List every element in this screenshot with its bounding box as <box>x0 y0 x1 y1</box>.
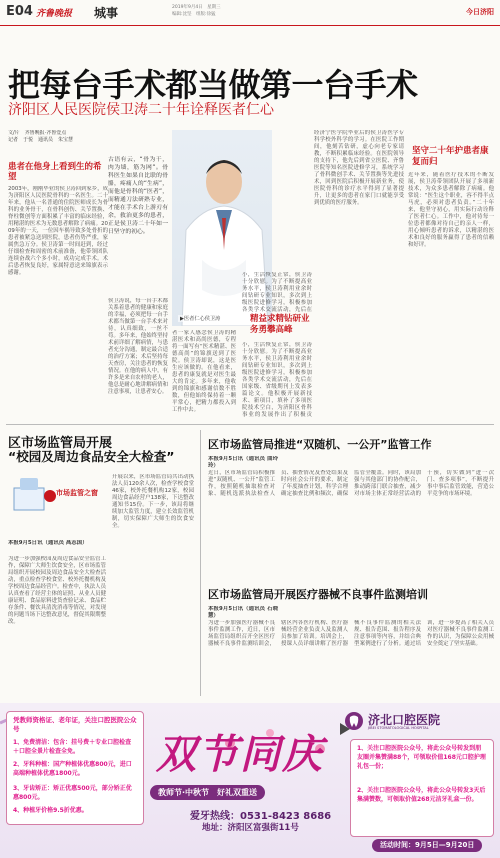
ad-right-panel <box>350 739 494 837</box>
section4-title: 区市场监管局开展医疗器械不良事件监测培训 <box>208 588 428 601</box>
ad-left-item-3: 3、牙齿矫正：矫正优惠500元，部分矫正优惠800元。 <box>13 785 132 801</box>
market-logo-icon <box>12 474 58 514</box>
quote-text: 古语有云，“骨为干，肉为墙，筋为网”。骨科医生如果自比联的骨骼，疼痛人的“生病”，而他是骨科的“医者”，而精通刀法研熟专业，才能在手术台上游刃有余，救治更多的患者，正是侯卫涛二十年如一日坚守的初心。 <box>108 157 168 235</box>
section3-body: 近日，区市场监管局积极推进“双随机、一公开”监管工作，按照随机抽取检查对象、随机选派执法检查人员、抽查情况及查处结果及时向社会公开的要求，制定了年度抽查计划，科学合理确定抽查比例和频次，确保监管全覆盖。同时，该局加强与其他部门的协作配合，推动跨部门联合抽查，减少对市场主体正常经营活动的干预，切实做到“进一次门、查多项事”，不断提升事中事后监管效能，营造公平竞争的市场环境。 <box>208 470 494 497</box>
page-header <box>0 0 500 26</box>
ad-left-item-2: 2、牙科种植：国产种植体优惠800元，进口高端种植体优惠1800元。 <box>13 761 132 777</box>
ad-left-item-1: 1、免费清洁：包含：挂号费＋专业口腔检查＋口腔全景片检查全免。 <box>13 739 132 755</box>
header-rule <box>0 25 500 26</box>
ad-main-title: 双节同庆 <box>156 732 324 778</box>
hospital-name: 济北口腔医院 <box>368 713 441 727</box>
article-column-2: 侯卫涛说，每一台手术都关系着患者的健康和家庭的幸福，必须把每一台手术都当做第一台手术来对待，认真细致，一丝不苟。多年来，他始终坚持术前详细了解病情，与患者充分沟通，制定最合适的治疗方案；术后坚持每天查房，关注患者的恢复情况。在他的病人中，有许多是来自农村的老人，他总是耐心地讲解病情和注意事项，让患者安心。 <box>108 298 168 395</box>
section4-body: 为进一步加强医疗器械不良事件监测工作，近日，区市场监管局组织召开全区医疗器械不良事件监测培训会，辖区内各医疗机构、医疗器械经营企业负责人及监测人员参加了培训。培训会上，授课人员详细讲解了医疗器械不良事件监测的相关法规、报告范围、报告程序及注意事项等内容，并结合典型案例进行了分析。通过培训，进一步提高了相关人员对医疗器械不良事件监测工作的认识，为保障公众用械安全奠定了坚实基础。 <box>208 620 494 647</box>
ad-right-item-2: 2、关注口腔医院公众号，将此公众号转发3天后集满赞数，可领取价值268元洁牙礼盒一份。 <box>357 787 486 803</box>
clinic-advertisement <box>0 703 500 858</box>
market-logo-text: 市场监管之窗 <box>56 489 98 497</box>
ad-right-item-1: 1、关注口腔医院公众号，将此公众号转发到朋友圈并集赞满88个，可领取价值168元口腔护理礼包一份； <box>357 745 486 770</box>
edition-name: 今日济阳 <box>466 8 494 16</box>
article-column-4a: 小，生活恢复正常，侯卫涛十分欣慰。为了不断提高业务水平，侯卫涛利用业余时间钻研专业知识，多次到上级医院进修学习，积极参加各类学术交流活动，先后在 <box>242 272 312 312</box>
section3-title: 区市场监管局推进“双随机、一公开”监管工作 <box>208 438 432 451</box>
issue-date: 2019年9月4日 星期三 <box>172 5 221 10</box>
hospital-logo <box>344 711 494 733</box>
ad-hotline: 爱牙热线：0531-8423 8686 <box>190 811 332 822</box>
article-column-5: 经济宁医学院毕业后的侯卫涛医学专科学校外科学的学习。在医院工作期间，他刻苦钻研，虚心向老专家请教，不断积累临床经验。在医院领导的支持下，他先后到省立医院、齐鲁医院等知名医院进修学习，系统学习了骨科微创手术、关节置换等先进技术，回到医院后积极开展新业务，使医院骨科的诊疗水平得到了显著提升，让更多的患者在家门口就能享受到优质的医疗服务。 <box>314 130 404 206</box>
subhead-persist: 坚守二十年护患者康复而归 <box>412 146 489 167</box>
byline: 文/片 齐鲁晚报·齐鲁壹点 记者 于悦 通讯员 朱宝慧 <box>8 130 74 143</box>
tooth-logo-icon <box>344 711 364 731</box>
market-window-logo <box>12 474 112 514</box>
photo-caption: ▶医者仁心侯卫涛 <box>180 316 221 322</box>
ad-tagline: 教师节·中秋节 好礼双重送 <box>150 785 265 800</box>
section2-title-line2: “校园及周边食品安全大检查” <box>8 449 175 464</box>
section2-body-2: 开展以来，区市场监管局共出动执法人员120余人次，检查学校食堂46家，校外托餐机构12家，校园周边食品经营户138家，下达整改通知书15份。下一步，该局将继续加大监管力度，建立长效监管机制，切实保障广大师生的饮食安全。 <box>112 474 194 529</box>
paper-logo: 齐鲁晚报 <box>36 9 73 19</box>
article-column-4b: 小，生活恢复正常，侯卫涛十分欣慰。为了不断提高业务水平，侯卫涛利用业余时间钻研专业知识，多次到上级医院进修学习，积极参加各类学术交流活动，先后在国家级、省级期刊上发表多篇论文。他积极开展新技术、新项目，填补了多项医院技术空白，为济阳区骨科事业的发展作出了积极贡 <box>242 342 312 418</box>
ad-dates: 活动时间：9月5日—9月20日 <box>372 839 482 852</box>
section-name: 城事 <box>94 6 119 20</box>
column-divider <box>200 430 201 696</box>
subhead-research: 精益求精钻研业务勇攀高峰 <box>250 314 310 335</box>
subhead-patient: 患者在他身上看到生的希望 <box>8 162 102 182</box>
headline: 把每台手术都当做第一台手术 <box>8 66 418 104</box>
section2-lead: 本报9月5日讯（通讯员 高志国） <box>8 540 88 546</box>
section3-lead: 本报9月5日讯（通讯员 曲玲玲） <box>208 456 278 469</box>
article-column-1: 2003年，刚刚毕业的侯卫涛回到家乡，成为济阳区人民医院骨科的一名医生。二十年来，他从一名普通的住院医师成长为骨科的业务骨干，在骨科创伤、关节置换、脊柱微创等方面积累了丰富的临床经验，用精湛的医术为无数患者解除了病痛。2009年的一天，一位因车祸导致多处骨折的患者被紧急送到医院，患者伤势严重，家属焦急万分。侯卫涛第一时间赶到，经过仔细检查和周密的术前准备，他带领团队连续奋战六个多小时，成功完成手术。术后患者恢复良好，家属特意送来锦旗表示感谢。 <box>8 186 108 276</box>
hospital-english: JIBEI STOMATOLOGICAL HOSPITAL <box>368 726 429 730</box>
ad-intro: 凭教师资格证、老年证，关注口腔医院公众号 <box>13 716 137 733</box>
section4-lead: 本报9月5日讯（通讯员 石晓慧） <box>208 606 278 619</box>
page-number: E04 <box>6 4 33 19</box>
editors: 编辑:沈坚 组版:徐猛 <box>172 12 216 17</box>
article-column-3: 者一家人感念侯卫涛的精湛医术和高尚医德，专程将一面写有“医术精湛、医德高尚”的锦旗送到了医院。侯卫涛却说，这是医生应该做的。在他看来，患者的康复就是对医生最大的肯定。多年来，他收到的锦旗和感谢信数不胜数，但他始终保持着一颗平常心，把精力都投入到工作中去。 <box>172 330 236 413</box>
ad-left-panel <box>6 711 144 825</box>
subheadline: 济阳区人民医院侯卫涛二十年诠释医者仁心 <box>8 102 274 118</box>
quote-box <box>108 156 168 296</box>
section-divider <box>6 424 494 425</box>
section2-body-1: 为进一步加强校园及周边食品安全监管工作，保障广大师生饮食安全，区市场监管局组织开展校园及周边食品安全大检查活动，重点检查学校食堂、校外托餐机构及学校周边食品经营户。检查中，执法人员认真查看了经营主体的证照、从业人员健康证明、食品原料进货查验记录、食品贮存条件、餐饮具清洗消毒等情况，对发现的问题当场下达整改意见，督促其限期整改。 <box>8 556 106 625</box>
section2-title-line1: 区市场监管局开展 <box>8 436 113 451</box>
ad-left-item-4: 4、种植牙价格9.5折优惠。 <box>13 807 88 814</box>
ad-address: 地址：济阳区富强街11号 <box>202 823 299 833</box>
article-column-6: 近年来，随着医疗技术的不断发展，侯卫涛带领团队开展了多项新技术，为众多患者解除了病痛。他常说：“医生这个职业，容不得半点马虎，必须对患者负责。”二十年来，他坚守初心，用实际行动诠释了医者仁心。工作中，他对待每一位患者都像对待自己的亲人一样，用心倾听患者的诉求，以精湛的医术和良好的服务赢得了患者的信赖和好评。 <box>408 172 494 248</box>
